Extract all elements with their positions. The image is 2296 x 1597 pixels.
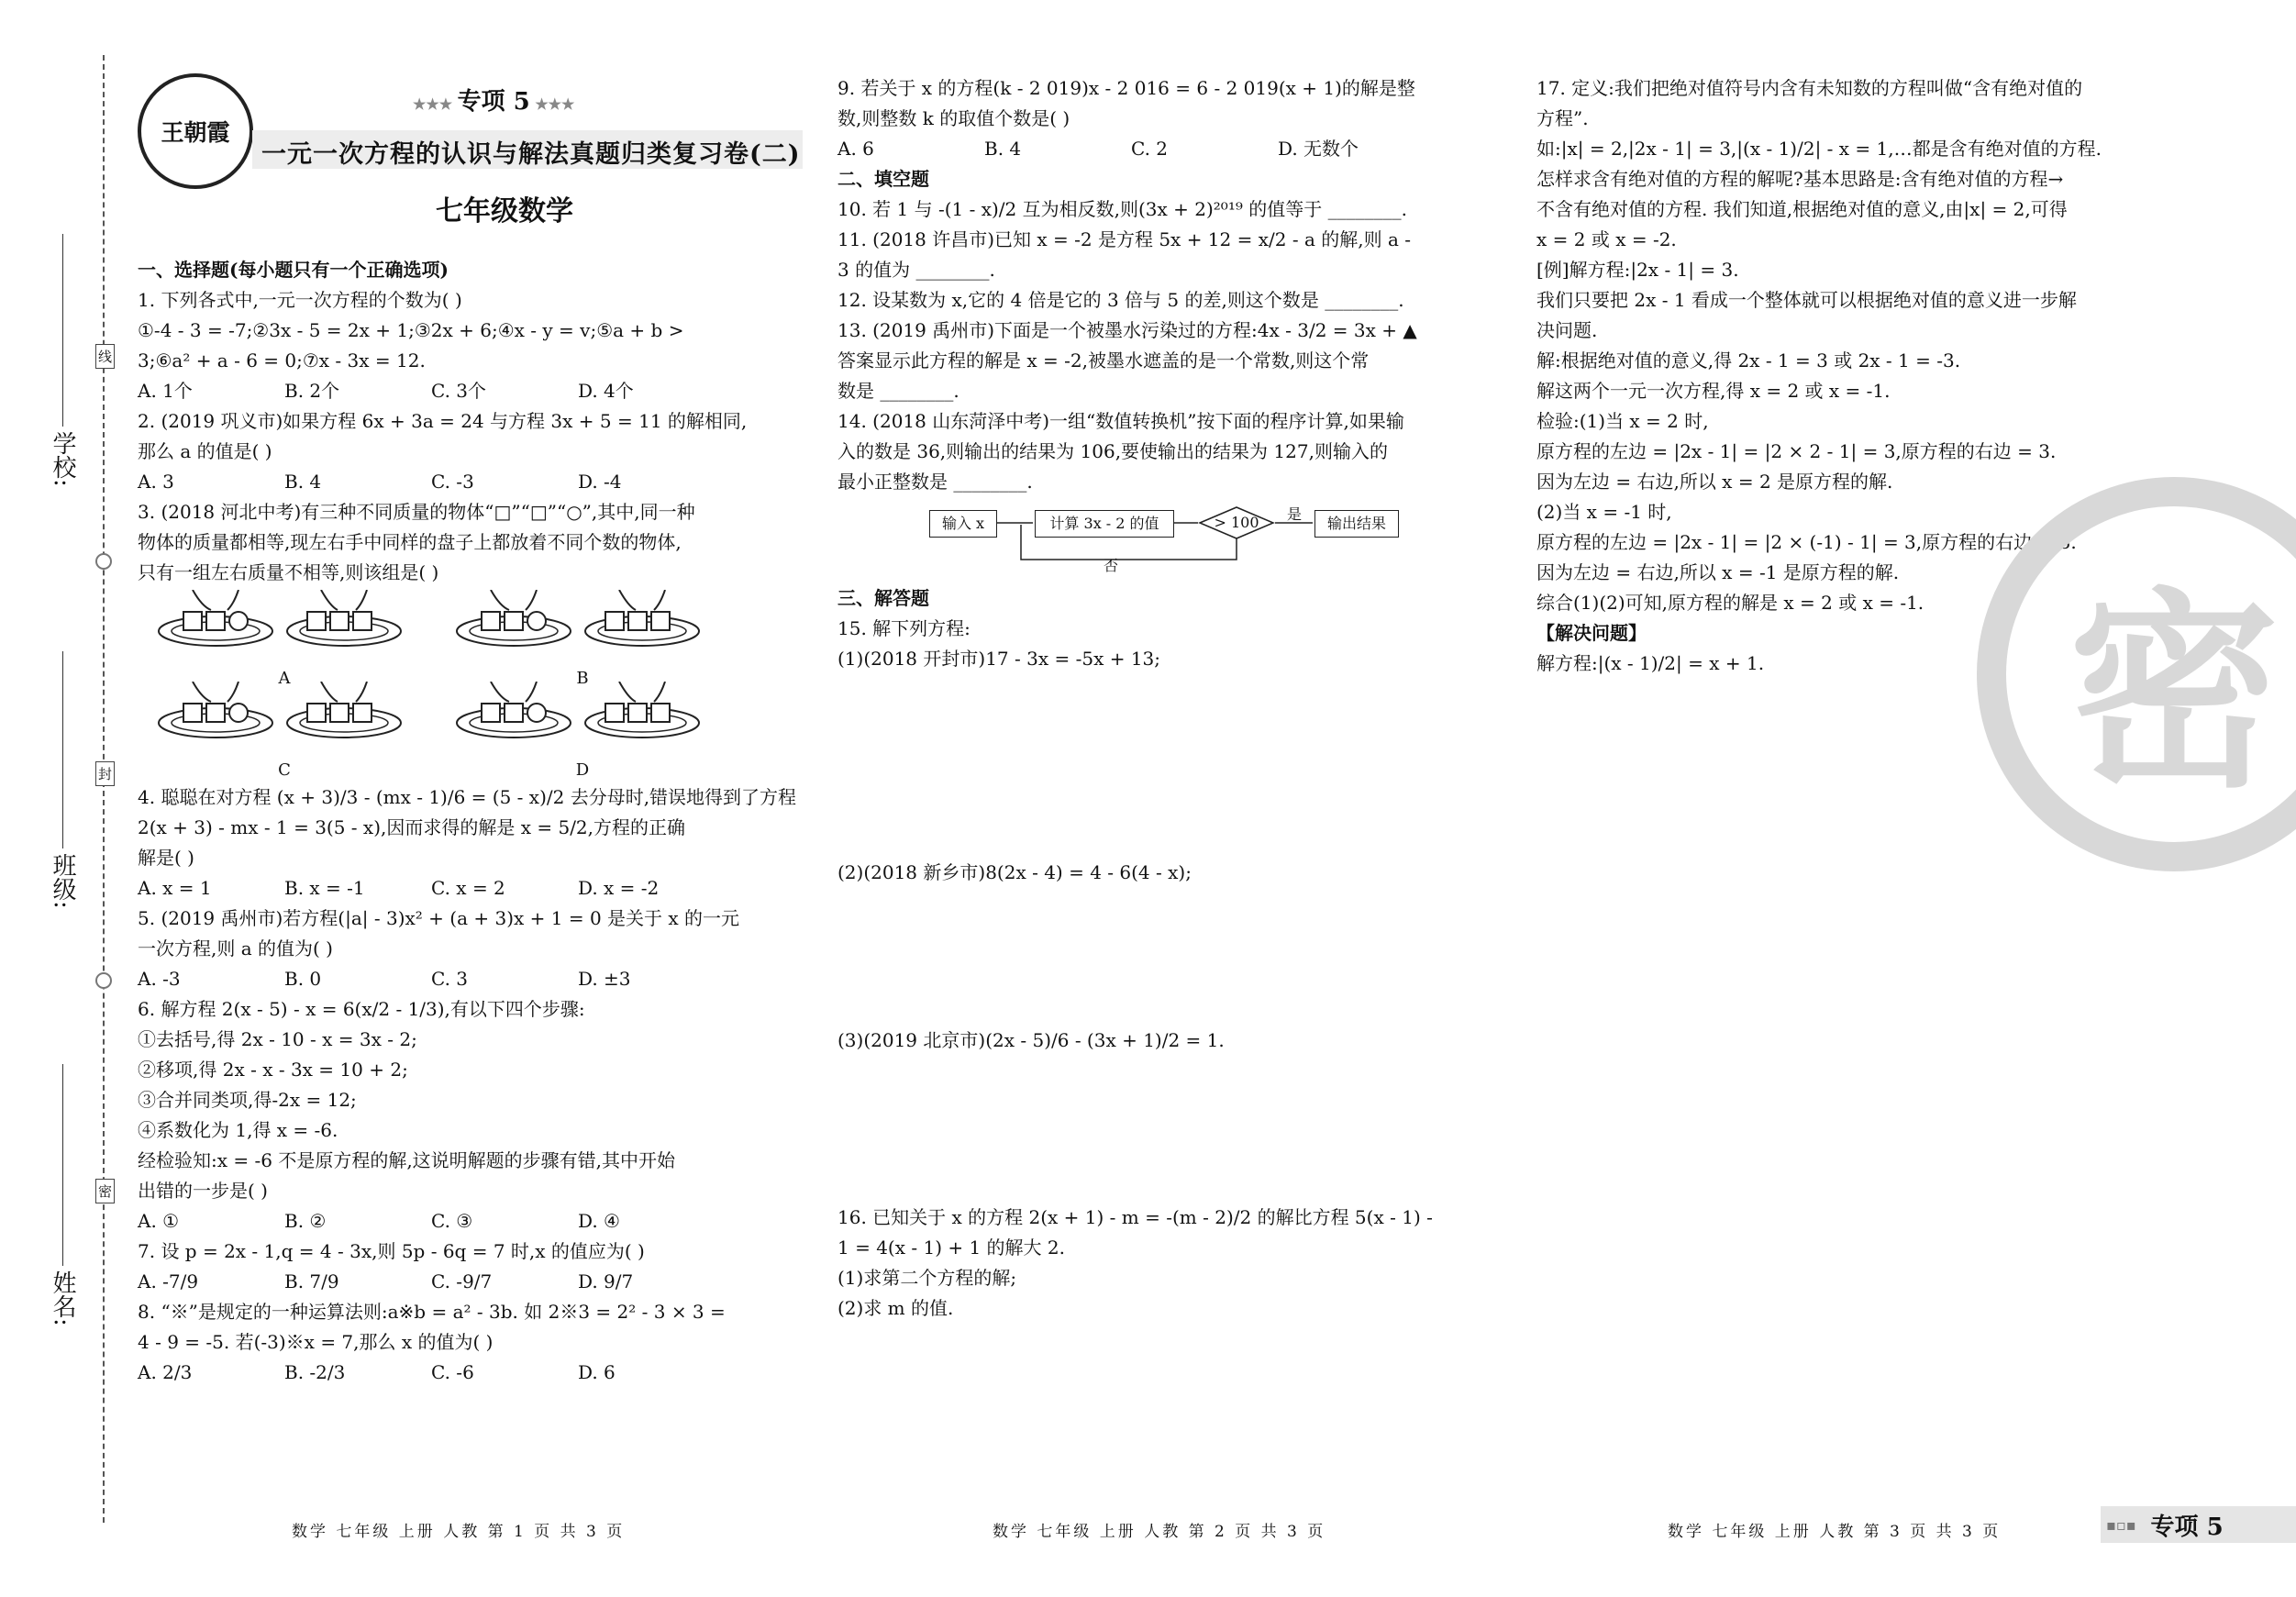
question-line: 如:|x| = 2,|2x - 1| = 3,|(x - 1)/2| - x = 1,…都是含有绝对值的方程. [1536,138,2102,160]
question-line: 解这两个一元一次方程,得 x = 2 或 x = -1. [1536,380,1891,402]
question-line: ①-4 - 3 = -7;②3x - 5 = 2x + 1;③2x + 6;④x - y = v;⑤a + b > [138,319,684,341]
answer-option: C. 3个 [431,380,487,402]
star-decoration: ★★★ [529,95,575,113]
question-line: 经检验知:x = -6 不是原方程的解,这说明解题的步骤有错,其中开始 [138,1149,676,1171]
header-banner [138,73,801,174]
series-label: ★★★ 专项 5 ★★★ [413,88,575,116]
footer-tag: ▪▫▪ 专项 5 [2101,1506,2296,1543]
balance-option-label: C [278,760,291,780]
answer-option: A. ① [138,1210,180,1232]
question-line: 17. 定义:我们把绝对值符号内含有未知数的方程叫做“含有绝对值的 [1536,77,2083,99]
answer-option: D. ④ [578,1210,620,1232]
question-line: 3;⑥a² + a - 6 = 0;⑦x - 3x = 12. [138,349,426,372]
binding-dot-1 [95,553,112,570]
answer-option: A. -3 [138,968,181,990]
binding-mark-line: 线 [95,344,115,369]
question-line: 3 的值为 ________. [837,259,995,281]
question-line: 8. “※”是规定的一种运算法则:a※b = a² - 3b. 如 2※3 = 2² - 3 × 3 = [138,1301,726,1323]
answer-option: B. 7/9 [284,1270,339,1292]
question-line: 因为左边 = 右边,所以 x = -1 是原方程的解. [1536,561,1900,583]
question-line: (2)当 x = -1 时, [1536,501,1672,523]
footer-page-2: 数学 七年级 上册 人教 第 2 页 共 3 页 [993,1523,1326,1541]
balance-option [156,682,413,780]
class-underline [62,651,63,848]
answer-option: A. 1个 [138,380,193,402]
question-line: 11. (2018 许昌市)已知 x = -2 是方程 5x + 12 = x/2 - a 的解,则 a - [837,228,1411,250]
question-line: 14. (2018 山东菏泽中考)一组“数值转换机”按下面的程序计算,如果输 [837,410,1404,432]
question-line: 9. 若关于 x 的方程(k - 2 019)x - 2 016 = 6 - 2 019(x + 1)的解是整 [837,77,1415,99]
star-decoration: ★★★ [413,95,458,113]
answer-options [138,1358,803,1388]
question-line: 3. (2018 河北中考)有三种不同质量的物体“□”“□”“○”,其中,同一种 [138,501,695,523]
question-line: 不含有绝对值的方程. 我们知道,根据绝对值的意义,由|x| = 2,可得 [1536,198,2068,220]
question-line: 10. 若 1 与 -(1 - x)/2 互为相反数,则(3x + 2)²⁰¹⁹ 的值等于 ________. [837,198,1407,220]
question-line: 因为左边 = 右边,所以 x = 2 是原方程的解. [1536,471,1893,493]
answer-options [138,964,803,994]
balance-option-label: D [575,760,590,780]
question-line: 4 - 9 = -5. 若(-3)※x = 7,那么 x 的值为( ) [138,1331,494,1353]
question-line: 一次方程,则 a 的值为( ) [138,937,333,959]
section-heading: 二、填空题 [837,168,929,190]
answer-options [138,376,803,406]
question-line: 4. 聪聪在对方程 (x + 3)/3 - (mx - 1)/6 = (5 - x)/2 去分母时,错误地得到了方程 [138,786,797,808]
question-line: 决问题. [1536,319,1598,341]
balance-option [454,590,711,688]
binding-mark-secret: 密 [95,1179,115,1203]
flow-box: 计算 3x - 2 的值 [1035,510,1174,538]
flow-box: 输出结果 [1314,510,1399,538]
answer-options [138,873,803,904]
page-title: 一元一次方程的认识与解法真题归类复习卷(二) [261,140,801,169]
class-label: 班级: [49,853,76,909]
question-line: 原方程的左边 = |2x - 1| = |2 × (-1) - 1| = 3,原方程的右边 = 3. [1536,531,2077,553]
name-underline [62,1064,63,1266]
answer-option: D. -4 [578,471,622,493]
footer-page-1: 数学 七年级 上册 人教 第 1 页 共 3 页 [292,1523,626,1541]
binding-dashed-line [103,55,105,1523]
question-line: ④系数化为 1,得 x = -6. [138,1119,338,1141]
question-line: 物体的质量都相等,现左右手中同样的盘子上都放着不同个数的物体, [138,531,682,553]
answer-option: C. -3 [431,471,474,493]
question-line: ②移项,得 2x - x - 3x = 10 + 2; [138,1059,408,1081]
balance-option-label: A [278,669,291,688]
answer-option: C. 2 [1131,138,1169,160]
flow-box: > 100 [1200,510,1273,536]
question-line: 15. 解下列方程: [837,617,971,639]
answer-options [138,1206,803,1237]
balance-plates-icon [156,682,413,746]
answer-options [138,1267,803,1297]
question-line: 2(x + 3) - mx - 1 = 3(5 - x),因而求得的解是 x = 5/2,方程的正确 [138,816,686,838]
conversion-flowchart [837,503,1503,576]
answer-option: C. x = 2 [431,877,505,899]
question-line: 1 = 4(x - 1) + 1 的解大 2. [837,1237,1065,1259]
answer-option: C. 3 [431,968,469,990]
balance-option [156,590,413,688]
balance-figures [138,590,803,780]
question-line: 2. (2019 巩义市)如果方程 6x + 3a = 24 与方程 3x + 5 = 11 的解相同, [138,410,748,432]
question-line: (1)求第二个方程的解; [837,1267,1017,1289]
balance-plates-icon [454,682,711,746]
question-line: 入的数是 36,则输出的结果为 106,要使输出的结果为 127,则输入的 [837,440,1388,462]
logo-text: 王朝霞 [161,119,230,146]
answer-option: D. 9/7 [578,1270,634,1292]
answer-option: B. 4 [284,471,322,493]
column-1 [138,255,803,1388]
balance-option [454,682,711,780]
answer-option: A. 6 [837,138,874,160]
secret-seal-watermark: 密 [1977,477,2296,871]
answer-options [138,467,803,497]
answer-space [837,888,1503,1026]
question-line: 6. 解方程 2(x - 5) - x = 6(x/2 - 1/3),有以下四个步骤: [138,998,585,1020]
question-line: 答案显示此方程的解是 x = -2,被墨水遮盖的是一个常数,则这个常 [837,349,1370,372]
flow-no-label: 否 [1104,557,1119,574]
section-heading: 【解决问题】 [1536,622,1647,644]
answer-space [837,674,1503,858]
question-line: 解是( ) [138,847,194,869]
question-line: 综合(1)(2)可知,原方程的解是 x = 2 或 x = -1. [1536,592,1924,614]
question-line: 13. (2019 禹州市)下面是一个被墨水污染过的方程:4x - 3/2 = 3x + ▲ [837,319,1417,341]
question-line: 原方程的左边 = |2x - 1| = |2 × 2 - 1| = 3,原方程的右边 = 3. [1536,440,2057,462]
question-line: 怎样求含有绝对值的方程的解呢?基本思路是:含有绝对值的方程→ [1536,168,2064,190]
question-line: 数,则整数 k 的取值个数是( ) [837,107,1070,129]
question-line: 最小正整数是 ________. [837,471,1033,493]
question-line: (2)求 m 的值. [837,1297,954,1319]
answer-option: D. x = -2 [578,877,660,899]
question-line: 数是 ________. [837,380,959,402]
answer-option: B. x = -1 [284,877,365,899]
answer-option: B. 2个 [284,380,340,402]
tag-dots-icon: ▪▫▪ [2106,1515,2136,1534]
question-line: 检验:(1)当 x = 2 时, [1536,410,1709,432]
question-line: ③合并同类项,得-2x = 12; [138,1089,357,1111]
answer-option: A. 3 [138,471,174,493]
logo [138,73,253,189]
answer-option: D. ±3 [578,968,631,990]
answer-option: D. 4个 [578,380,634,402]
column-2 [837,73,1503,1324]
question-line: [例]解方程:|2x - 1| = 3. [1536,259,1739,281]
balance-option-label: B [576,669,589,688]
question-line: 出错的一步是( ) [138,1180,268,1202]
answer-option: C. -9/7 [431,1270,493,1292]
flow-yes-label: 是 [1287,505,1303,523]
answer-option: C. ③ [431,1210,473,1232]
question-line: 解方程:|(x - 1)/2| = x + 1. [1536,652,1765,674]
name-label: 姓名: [49,1270,76,1326]
subject-title: 七年级数学 [436,195,573,227]
question-line: ①去括号,得 2x - 10 - x = 3x - 2; [138,1028,417,1050]
answer-option: D. 无数个 [1278,138,1359,160]
question-line: 5. (2019 禹州市)若方程(|a| - 3)x² + (a + 3)x + 1 = 0 是关于 x 的一元 [138,907,740,929]
flow-arrows-icon [837,503,1425,576]
question-line: (3)(2019 北京市)(2x - 5)/6 - (3x + 1)/2 = 1. [837,1029,1225,1051]
answer-option: A. 2/3 [138,1361,193,1383]
answer-option: B. 4 [984,138,1022,160]
question-line: 16. 已知关于 x 的方程 2(x + 1) - m = -(m - 2)/2 的解比方程 5(x - 1) - [837,1206,1433,1228]
section-heading: 一、选择题(每小题只有一个正确选项) [138,259,449,281]
balance-plates-icon [454,590,711,654]
flow-box: 输入 x [929,510,997,538]
answer-option: B. -2/3 [284,1361,346,1383]
binding-dot-2 [95,972,112,989]
question-line: 我们只要把 2x - 1 看成一个整体就可以根据绝对值的意义进一步解 [1536,289,2077,311]
question-line: (1)(2018 开封市)17 - 3x = -5x + 13; [837,648,1161,670]
answer-space [837,1056,1503,1203]
question-line: (2)(2018 新乡市)8(2x - 4) = 4 - 6(4 - x); [837,861,1192,883]
question-line: 方程”. [1536,107,1589,129]
answer-option: A. x = 1 [138,877,212,899]
answer-option: D. 6 [578,1361,616,1383]
question-line: 7. 设 p = 2x - 1,q = 4 - 3x,则 5p - 6q = 7 时,x 的值应为( ) [138,1240,645,1262]
binding-mark-seal: 封 [95,761,115,786]
question-line: 那么 a 的值是( ) [138,440,272,462]
answer-options [837,134,1503,164]
section-heading: 三、解答题 [837,587,929,609]
question-line: x = 2 或 x = -2. [1536,228,1677,250]
question-line: 12. 设某数为 x,它的 4 倍是它的 3 倍与 5 的差,则这个数是 ________. [837,289,1404,311]
footer-page-3: 数学 七年级 上册 人教 第 3 页 共 3 页 [1668,1523,2002,1541]
question-line: 解:根据绝对值的意义,得 2x - 1 = 3 或 2x - 1 = -3. [1536,349,1961,372]
school-underline [62,234,63,427]
question-line: 只有一组左右质量不相等,则该组是( ) [138,561,439,583]
school-label: 学校: [49,431,76,487]
question-line: 1. 下列各式中,一元一次方程的个数为( ) [138,289,462,311]
answer-option: B. 0 [284,968,322,990]
answer-option: C. -6 [431,1361,474,1383]
answer-option: B. ② [284,1210,327,1232]
answer-option: A. -7/9 [138,1270,199,1292]
balance-plates-icon [156,590,413,654]
